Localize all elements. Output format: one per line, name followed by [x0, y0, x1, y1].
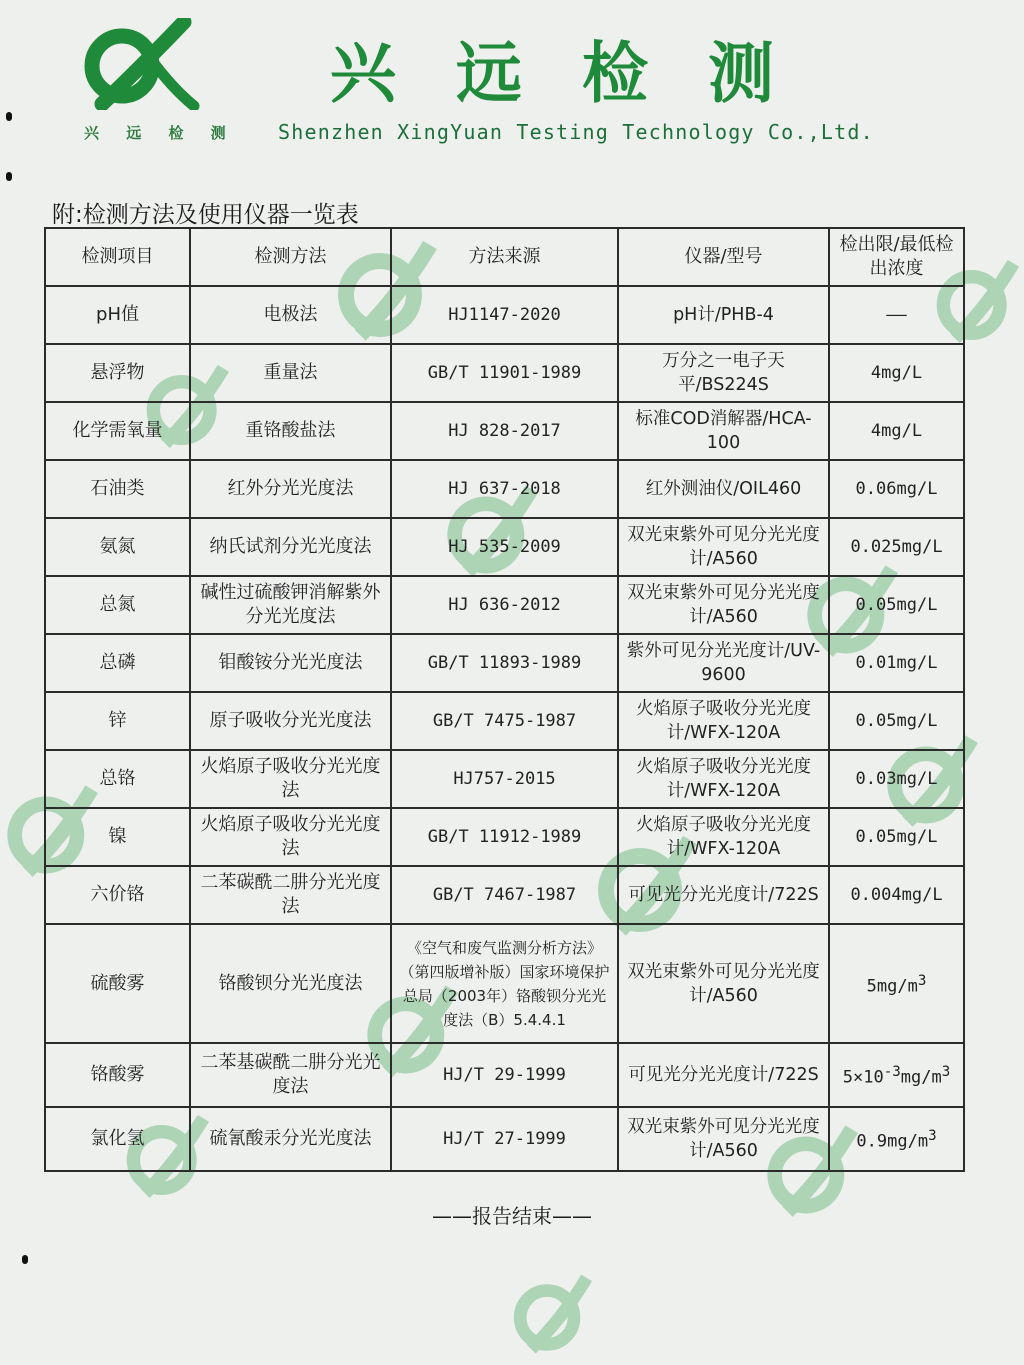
cell-limit: 0.025mg/L: [829, 518, 964, 576]
cell-source: GB/T 7467-1987: [391, 866, 618, 924]
cell-source: HJ/T 29-1999: [391, 1043, 618, 1107]
cell-instrument: 双光束紫外可见分光光度计/A560: [618, 1107, 829, 1171]
cell-item: 悬浮物: [45, 344, 190, 402]
column-header: 仪器/型号: [618, 228, 829, 286]
cell-source: GB/T 11893-1989: [391, 634, 618, 692]
cell-method: 电极法: [190, 286, 391, 344]
cell-item: 石油类: [45, 460, 190, 518]
cell-instrument: 紫外可见分光光度计/UV-9600: [618, 634, 829, 692]
table-row: [45, 634, 964, 692]
cell-source: HJ 636-2012: [391, 576, 618, 634]
cell-limit: 0.01mg/L: [829, 634, 964, 692]
cell-instrument: 火焰原子吸收分光光度计/WFX-120A: [618, 808, 829, 866]
cell-item: 化学需氧量: [45, 402, 190, 460]
cell-instrument: 火焰原子吸收分光光度计/WFX-120A: [618, 692, 829, 750]
cell-item: 锌: [45, 692, 190, 750]
cell-source: HJ 535-2009: [391, 518, 618, 576]
cell-method: 重铬酸盐法: [190, 402, 391, 460]
page-title: 附:检测方法及使用仪器一览表: [52, 202, 359, 228]
table-header-row: [45, 228, 964, 286]
cell-item: 镍: [45, 808, 190, 866]
company-logo-icon: [80, 18, 200, 110]
table-row: [45, 1043, 964, 1107]
letterhead: [0, 0, 1024, 175]
cell-item: 总氮: [45, 576, 190, 634]
cell-limit: $5mg/m^3$: [829, 924, 964, 1043]
cell-item: 硫酸雾: [45, 924, 190, 1043]
cell-source: HJ1147-2020: [391, 286, 618, 344]
table-row: [45, 460, 964, 518]
column-header: 检出限/最低检出浓度: [829, 228, 964, 286]
cell-item: pH值: [45, 286, 190, 344]
cell-limit: ——: [829, 286, 964, 344]
cell-method: 火焰原子吸收分光光度法: [190, 750, 391, 808]
table-row: [45, 808, 964, 866]
cell-method: 碱性过硫酸钾消解紫外分光光度法: [190, 576, 391, 634]
cell-limit: $0.9mg/m^3$: [829, 1107, 964, 1171]
cell-method: 硫氰酸汞分光光度法: [190, 1107, 391, 1171]
cell-limit: 0.05mg/L: [829, 692, 964, 750]
methods-table: [44, 227, 965, 1172]
cell-instrument: 可见光分光光度计/722S: [618, 1043, 829, 1107]
cell-limit: 0.03mg/L: [829, 750, 964, 808]
table-row: [45, 924, 964, 1043]
cell-item: 氨氮: [45, 518, 190, 576]
table-row: [45, 1107, 964, 1171]
cell-instrument: 双光束紫外可见分光光度计/A560: [618, 518, 829, 576]
cell-item: 总磷: [45, 634, 190, 692]
cell-method: 火焰原子吸收分光光度法: [190, 808, 391, 866]
cell-instrument: pH计/PHB-4: [618, 286, 829, 344]
cell-item: 氯化氢: [45, 1107, 190, 1171]
cell-method: 纳氏试剂分光光度法: [190, 518, 391, 576]
cell-instrument: 标准COD消解器/HCA-100: [618, 402, 829, 460]
cell-method: 红外分光光度法: [190, 460, 391, 518]
cell-limit: 0.004mg/L: [829, 866, 964, 924]
table-row: [45, 692, 964, 750]
cell-source: GB/T 11901-1989: [391, 344, 618, 402]
cell-instrument: 红外测油仪/OIL460: [618, 460, 829, 518]
company-name-en: Shenzhen XingYuan Testing Technology Co.,Ltd.: [278, 120, 874, 144]
logo-caption: 兴 远 检 测: [84, 124, 237, 142]
cell-source: HJ757-2015: [391, 750, 618, 808]
cell-method: 钼酸铵分光光度法: [190, 634, 391, 692]
cell-instrument: 火焰原子吸收分光光度计/WFX-120A: [618, 750, 829, 808]
table-row: [45, 866, 964, 924]
cell-instrument: 可见光分光光度计/722S: [618, 866, 829, 924]
cell-item: 铬酸雾: [45, 1043, 190, 1107]
unit-exponent: 3: [917, 972, 927, 989]
binder-hole: [22, 1255, 28, 1264]
table-row: [45, 402, 964, 460]
column-header: 方法来源: [391, 228, 618, 286]
cell-source: GB/T 11912-1989: [391, 808, 618, 866]
unit-exponent: -3: [883, 1064, 901, 1081]
cell-method: 原子吸收分光光度法: [190, 692, 391, 750]
table-row: [45, 750, 964, 808]
company-name-cn: 兴远检测: [330, 35, 834, 112]
cell-limit: 0.06mg/L: [829, 460, 964, 518]
cell-source: HJ/T 27-1999: [391, 1107, 618, 1171]
cell-limit: $5\times 10^{-3}mg/m^3$: [829, 1043, 964, 1107]
cell-limit: 4mg/L: [829, 344, 964, 402]
cell-instrument: 双光束紫外可见分光光度计/A560: [618, 576, 829, 634]
cell-instrument: 双光束紫外可见分光光度计/A560: [618, 924, 829, 1043]
cell-limit: 4mg/L: [829, 402, 964, 460]
column-header: 检测项目: [45, 228, 190, 286]
table-row: [45, 518, 964, 576]
report-end-note: ——报告结束——: [432, 1204, 592, 1228]
cell-method: 二苯基碳酰二肼分光光度法: [190, 1043, 391, 1107]
watermark-logo-icon: [500, 1270, 610, 1365]
column-header: 检测方法: [190, 228, 391, 286]
cell-source: HJ 637-2018: [391, 460, 618, 518]
cell-instrument: 万分之一电子天平/BS224S: [618, 344, 829, 402]
table-row: [45, 286, 964, 344]
cell-method: 铬酸钡分光光度法: [190, 924, 391, 1043]
cell-source: HJ 828-2017: [391, 402, 618, 460]
unit-exponent: 3: [941, 1064, 951, 1081]
cell-source: 《空气和废气监测分析方法》（第四版增补版）国家环境保护总局（2003年）铬酸钡分光光度法（B）5.4.4.1: [391, 924, 618, 1043]
cell-limit: 0.05mg/L: [829, 808, 964, 866]
cell-source: GB/T 7475-1987: [391, 692, 618, 750]
cell-method: 二苯碳酰二肼分光光度法: [190, 866, 391, 924]
table-row: [45, 344, 964, 402]
table-row: [45, 576, 964, 634]
cell-item: 总铬: [45, 750, 190, 808]
cell-limit: 0.05mg/L: [829, 576, 964, 634]
unit-exponent: 3: [928, 1128, 937, 1145]
cell-item: 六价铬: [45, 866, 190, 924]
cell-method: 重量法: [190, 344, 391, 402]
